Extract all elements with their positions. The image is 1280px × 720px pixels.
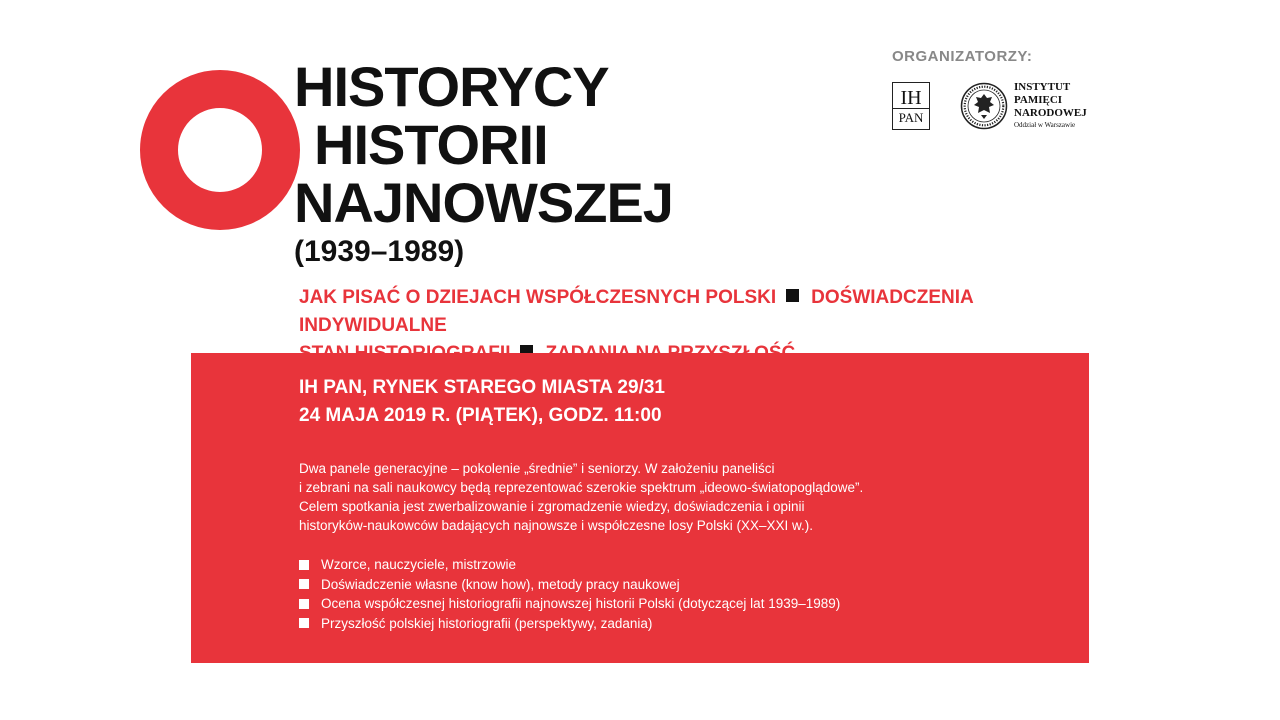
ipn-seal-icon <box>960 82 1008 130</box>
red-circle-decoration <box>140 70 300 230</box>
ih-pan-logo-bottom: PAN <box>893 108 929 124</box>
topic-item: JAK PISAĆ O DZIEJACH WSPÓŁCZESNYCH POLSKI <box>299 287 777 308</box>
organizers <box>892 48 1087 130</box>
description-line: i zebrani na sali naukowcy będą reprezentować szerokie spektrum „ideowo-światopoglądowe”. <box>299 480 864 495</box>
discussion-points <box>299 555 840 633</box>
point-text: Doświadczenie własne (know how), metody pracy naukowej <box>321 576 680 592</box>
event-description <box>299 459 1059 535</box>
title-line-1: HISTORYCY <box>294 55 609 118</box>
organizers-label: ORGANIZATORZY: <box>892 48 1033 65</box>
ipn-name-line: INSTYTUT <box>1014 81 1071 93</box>
list-item <box>299 614 840 634</box>
description-line: Dwa panele generacyjne – pokolenie „średnie” i seniorzy. W założeniu paneliści <box>299 461 775 476</box>
topic-item: DOŚWIADCZENIA INDYWIDUALNE <box>299 287 974 336</box>
square-bullet-icon <box>786 289 799 302</box>
title-line-3: NAJNOWSZEJ <box>294 171 673 234</box>
organizer-logos <box>892 81 1087 130</box>
ipn-logo-text <box>1014 81 1087 130</box>
venue: IH PAN, RYNEK STAREGO MIASTA 29/31 <box>299 377 665 398</box>
list-item <box>299 555 840 575</box>
ipn-name-line: PAMIĘCI <box>1014 94 1063 106</box>
description-line: Celem spotkania jest zwerbalizowanie i zgromadzenie wiedzy, doświadczenia i opinii <box>299 499 805 514</box>
list-item <box>299 575 840 595</box>
event-details-panel <box>191 353 1089 663</box>
description-line: historyków-naukowców badających najnowsze i współczesne losy Polski (XX–XXI w.). <box>299 518 813 533</box>
ih-pan-logo-top: IH <box>900 86 922 109</box>
ipn-logo <box>960 81 1087 130</box>
title-years: (1939–1989) <box>294 235 465 268</box>
ih-pan-logo <box>892 82 930 130</box>
square-bullet-icon <box>299 599 309 609</box>
point-text: Przyszłość polskiej historiografii (perspektywy, zadania) <box>321 615 653 631</box>
ipn-branch: Oddział w Warszawie <box>1014 121 1076 129</box>
event-title <box>294 55 673 272</box>
point-text: Ocena współczesnej historiografii najnowszej historii Polski (dotyczącej lat 1939–1989) <box>321 596 841 611</box>
point-text: Wzorce, nauczyciele, mistrzowie <box>321 557 517 572</box>
venue-and-date <box>299 374 665 430</box>
title-line-2: HISTORII <box>314 113 548 176</box>
ipn-name-line: NARODOWEJ <box>1014 107 1087 119</box>
square-bullet-icon <box>299 579 309 589</box>
square-bullet-icon <box>299 560 309 570</box>
list-item <box>299 594 840 614</box>
square-bullet-icon <box>299 618 309 628</box>
event-date: 24 MAJA 2019 R. (PIĄTEK), GODZ. 11:00 <box>299 405 662 426</box>
